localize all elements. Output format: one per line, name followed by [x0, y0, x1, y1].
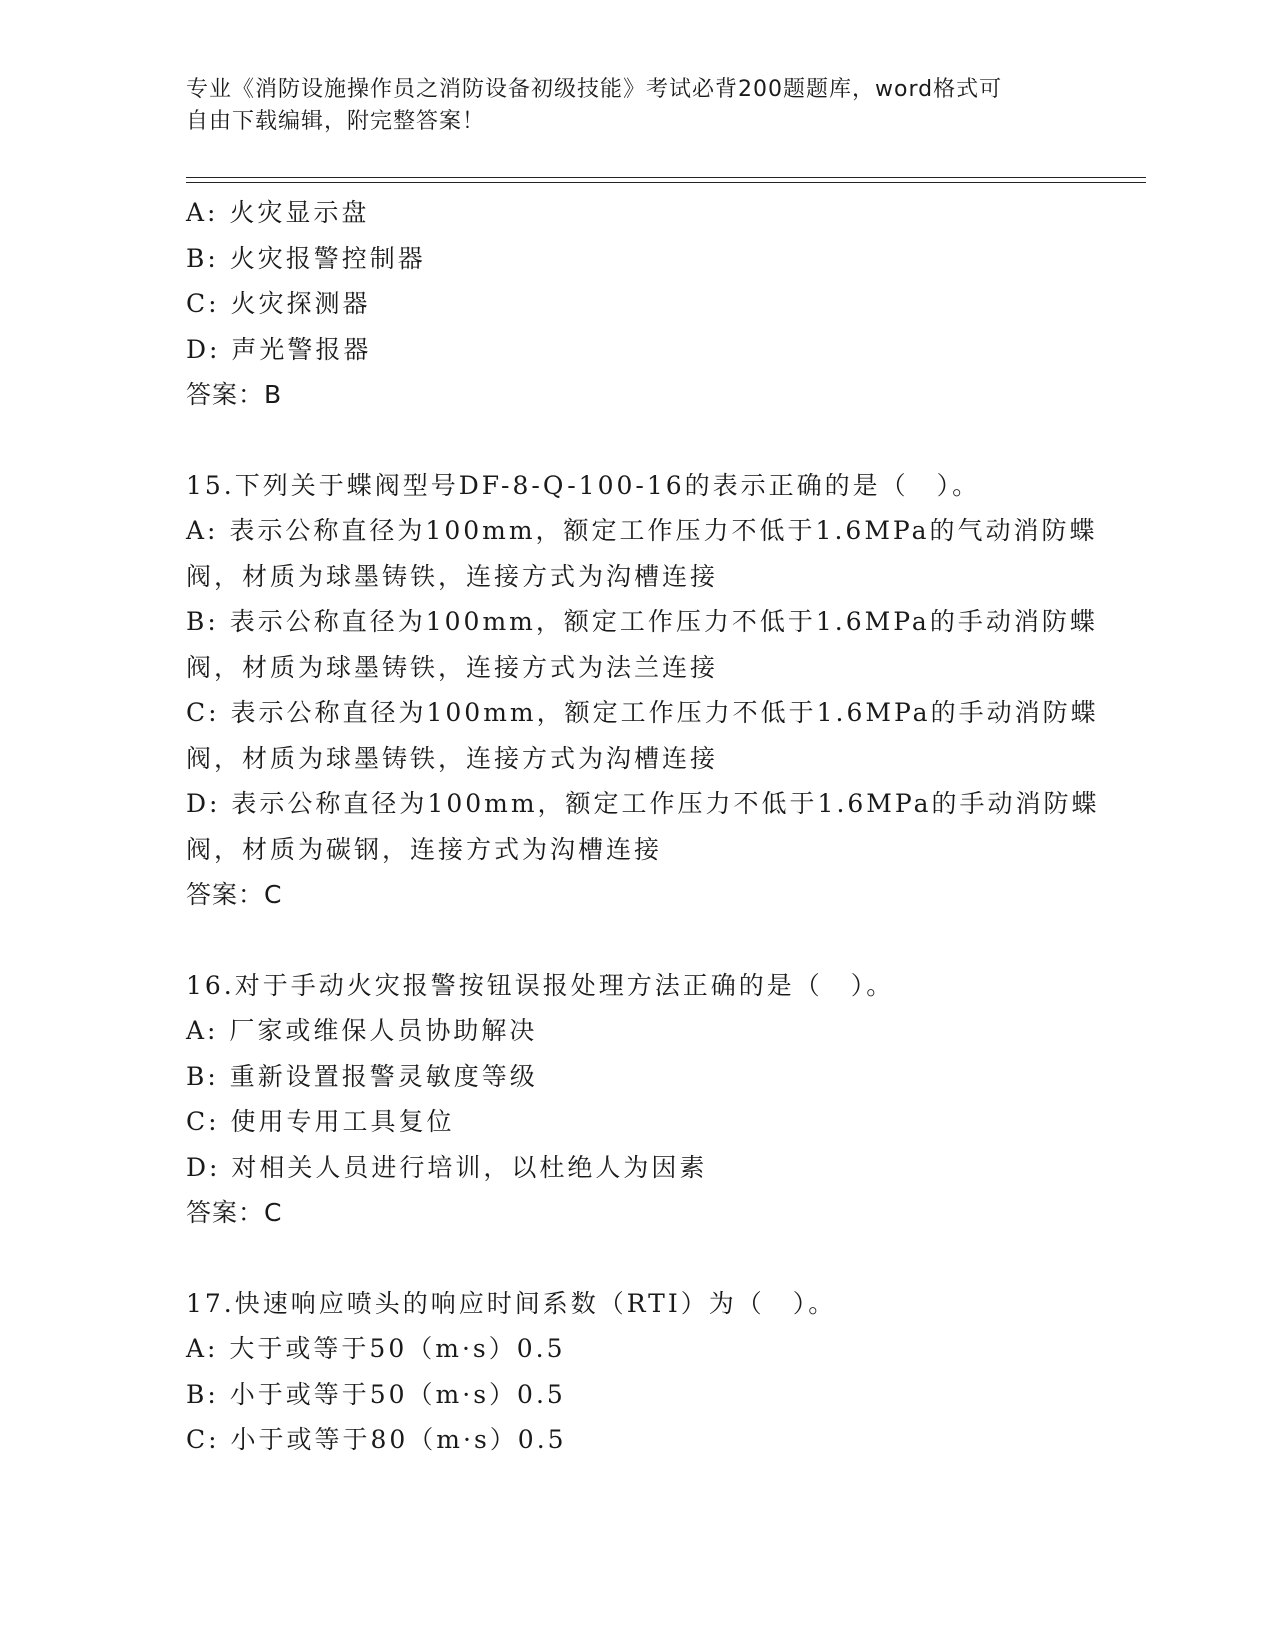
option-c-line-2: 阀，材质为球墨铸铁，连接方式为沟槽连接 [186, 743, 719, 773]
option-c-line-1: C: 表示公称直径为100mm，额定工作压力不低于1.6MPa的手动消防蝶 [186, 698, 1099, 727]
header-rule-bottom [186, 182, 1146, 183]
option-d-line-2: 阀，材质为碳钢，连接方式为沟槽连接 [186, 834, 663, 864]
option-d-line-1: D: 表示公称直径为100mm，额定工作压力不低于1.6MPa的手动消防蝶 [186, 789, 1100, 818]
header-line-1: 专业《消防设施操作员之消防设备初级技能》考试必背200题题库，word格式可 [186, 77, 1003, 102]
question-17 [186, 1281, 1086, 1463]
spacer [186, 1236, 1086, 1281]
option-b: B: 火灾报警控制器 [186, 243, 426, 273]
option-a-line-1: A: 表示公称直径为100mm，额定工作压力不低于1.6MPa的气动消防蝶 [186, 516, 1098, 545]
answer: 答案：C [186, 1198, 283, 1227]
option-a-line-2: 阀，材质为球墨铸铁，连接方式为沟槽连接 [186, 561, 719, 591]
answer: 答案：C [186, 880, 283, 909]
question-stem: 17.快速响应喷头的响应时间系数（RTI）为（ ）。 [186, 1288, 837, 1318]
option-a: A: 大于或等于50（m·s）0.5 [186, 1334, 566, 1363]
question-15 [186, 463, 1100, 918]
option-c: C: 火灾探测器 [186, 289, 371, 318]
option-a: A: 火灾显示盘 [186, 198, 370, 227]
answer: 答案：B [186, 380, 283, 409]
option-b-line-1: B: 表示公称直径为100mm，额定工作压力不低于1.6MPa的手动消防蝶 [186, 607, 1098, 636]
question-stem: 15.下列关于蝶阀型号DF-8-Q-100-16的表示正确的是（ ）。 [186, 470, 981, 500]
option-d: D: 声光警报器 [186, 334, 372, 364]
option-c: C: 小于或等于80（m·s）0.5 [186, 1425, 567, 1454]
spacer [186, 918, 1086, 963]
spacer [186, 418, 1086, 463]
question-16 [186, 963, 1086, 1236]
question-stem: 16.对于手动火灾报警按钮误报处理方法正确的是（ ）。 [186, 970, 895, 1000]
option-c: C: 使用专用工具复位 [186, 1107, 455, 1136]
option-b: B: 重新设置报警灵敏度等级 [186, 1061, 538, 1091]
document-header [186, 74, 1066, 138]
header-line-2: 自由下载编辑，附完整答案！ [186, 109, 486, 134]
question-list [186, 190, 1100, 1463]
option-b: B: 小于或等于50（m·s）0.5 [186, 1379, 566, 1409]
question-14 [186, 190, 1086, 418]
option-b-line-2: 阀，材质为球墨铸铁，连接方式为法兰连接 [186, 652, 719, 682]
header-rule-top [186, 177, 1146, 178]
option-a: A: 厂家或维保人员协助解决 [186, 1016, 538, 1045]
option-d: D: 对相关人员进行培训，以杜绝人为因素 [186, 1152, 708, 1182]
